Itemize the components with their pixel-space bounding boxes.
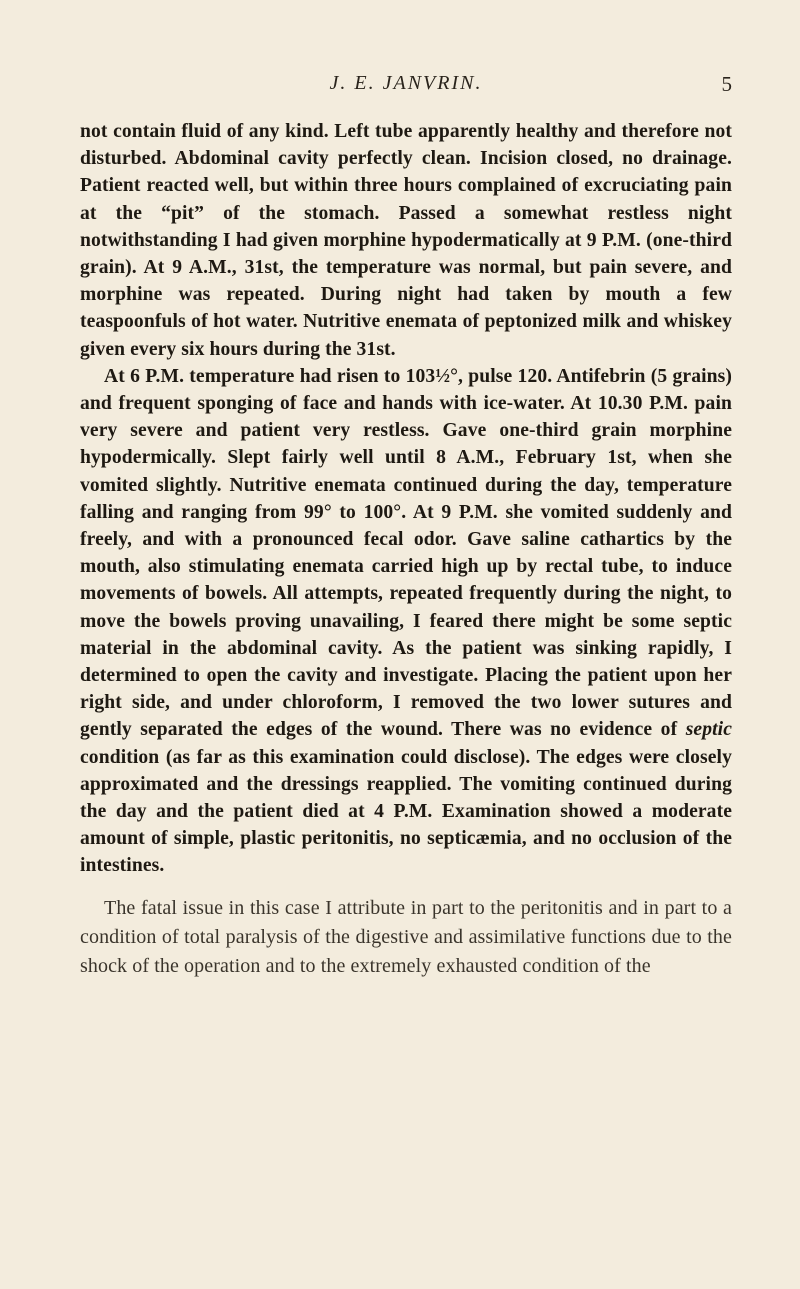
paragraph-2-text-start: At 6 P.M. temperature had risen to 103½°, pulse 120. Antifebrin (5 grains) and frequent sponging of face and hands with ice-water. At 10.30 P.M. pain very severe and patient very restless. Gave one-third grain morphine hypodermically. Slept fairly well until 8 A.M., February 1st, when she vomited slightly. Nutritive enemata continued during the day, temperature falling and ranging from 99° to 100°. At 9 P.M. she vomited suddenly and freely, and with a pronounced fecal odor. Gave saline cathartics by the mouth, also stimulating enemata carried high up by rectal tube, to induce movements of bowels. All attempts, repeated frequently during the night, to move the bowels proving unavailing, I feared there might be some septic material in the abdominal cavity. As the patient was sinking rapidly, I determined to open the cavity and investigate. Placing the patient upon her right side, and under chloroform, I removed the two lower sutures and gently separated the edges of the wound. There was no evidence of [80, 365, 732, 741]
page-header [80, 72, 732, 108]
page-number: 5 [721, 72, 732, 96]
paragraph-1: not contain fluid of any kind. Left tube apparently healthy and therefore not disturbed. Abdominal cavity perfectly clean. Incision closed, no drainage. Patient reacted well, but within three hours complained of excruciating pain at the “pit” of the stomach. Passed a somewhat restless night notwithstanding I had given morphine hypodermatically at 9 P.M. (one-third grain). At 9 A.M., 31st, the temperature was normal, but pain severe, and morphine was repeated. During night had taken by mouth a few teaspoonfuls of hot water. Nutritive enemata of peptonized milk and whiskey given every six hours during the 31st. [80, 121, 732, 360]
paragraph-2-emphasis: septic [685, 719, 732, 741]
paragraph-2 [80, 363, 732, 880]
paragraph-2-text-end: condition (as far as this examination could disclose). The edges were closely approximated and the dressings reapplied. The vomiting continued during the day and the patient died at 4 P.M. Examination showed a moderate amount of simple, plastic peritonitis, no septicæmia, and no occlusion of the intestines. [80, 746, 732, 877]
paragraph-3: The fatal issue in this case I attribute in part to the peritonitis and in part to a condition of total paralysis of the digestive and assimilative functions due to the shock of the operation and to the extremely exhausted condition of the [80, 896, 732, 977]
running-head: J. E. JANVRIN. [329, 72, 483, 94]
